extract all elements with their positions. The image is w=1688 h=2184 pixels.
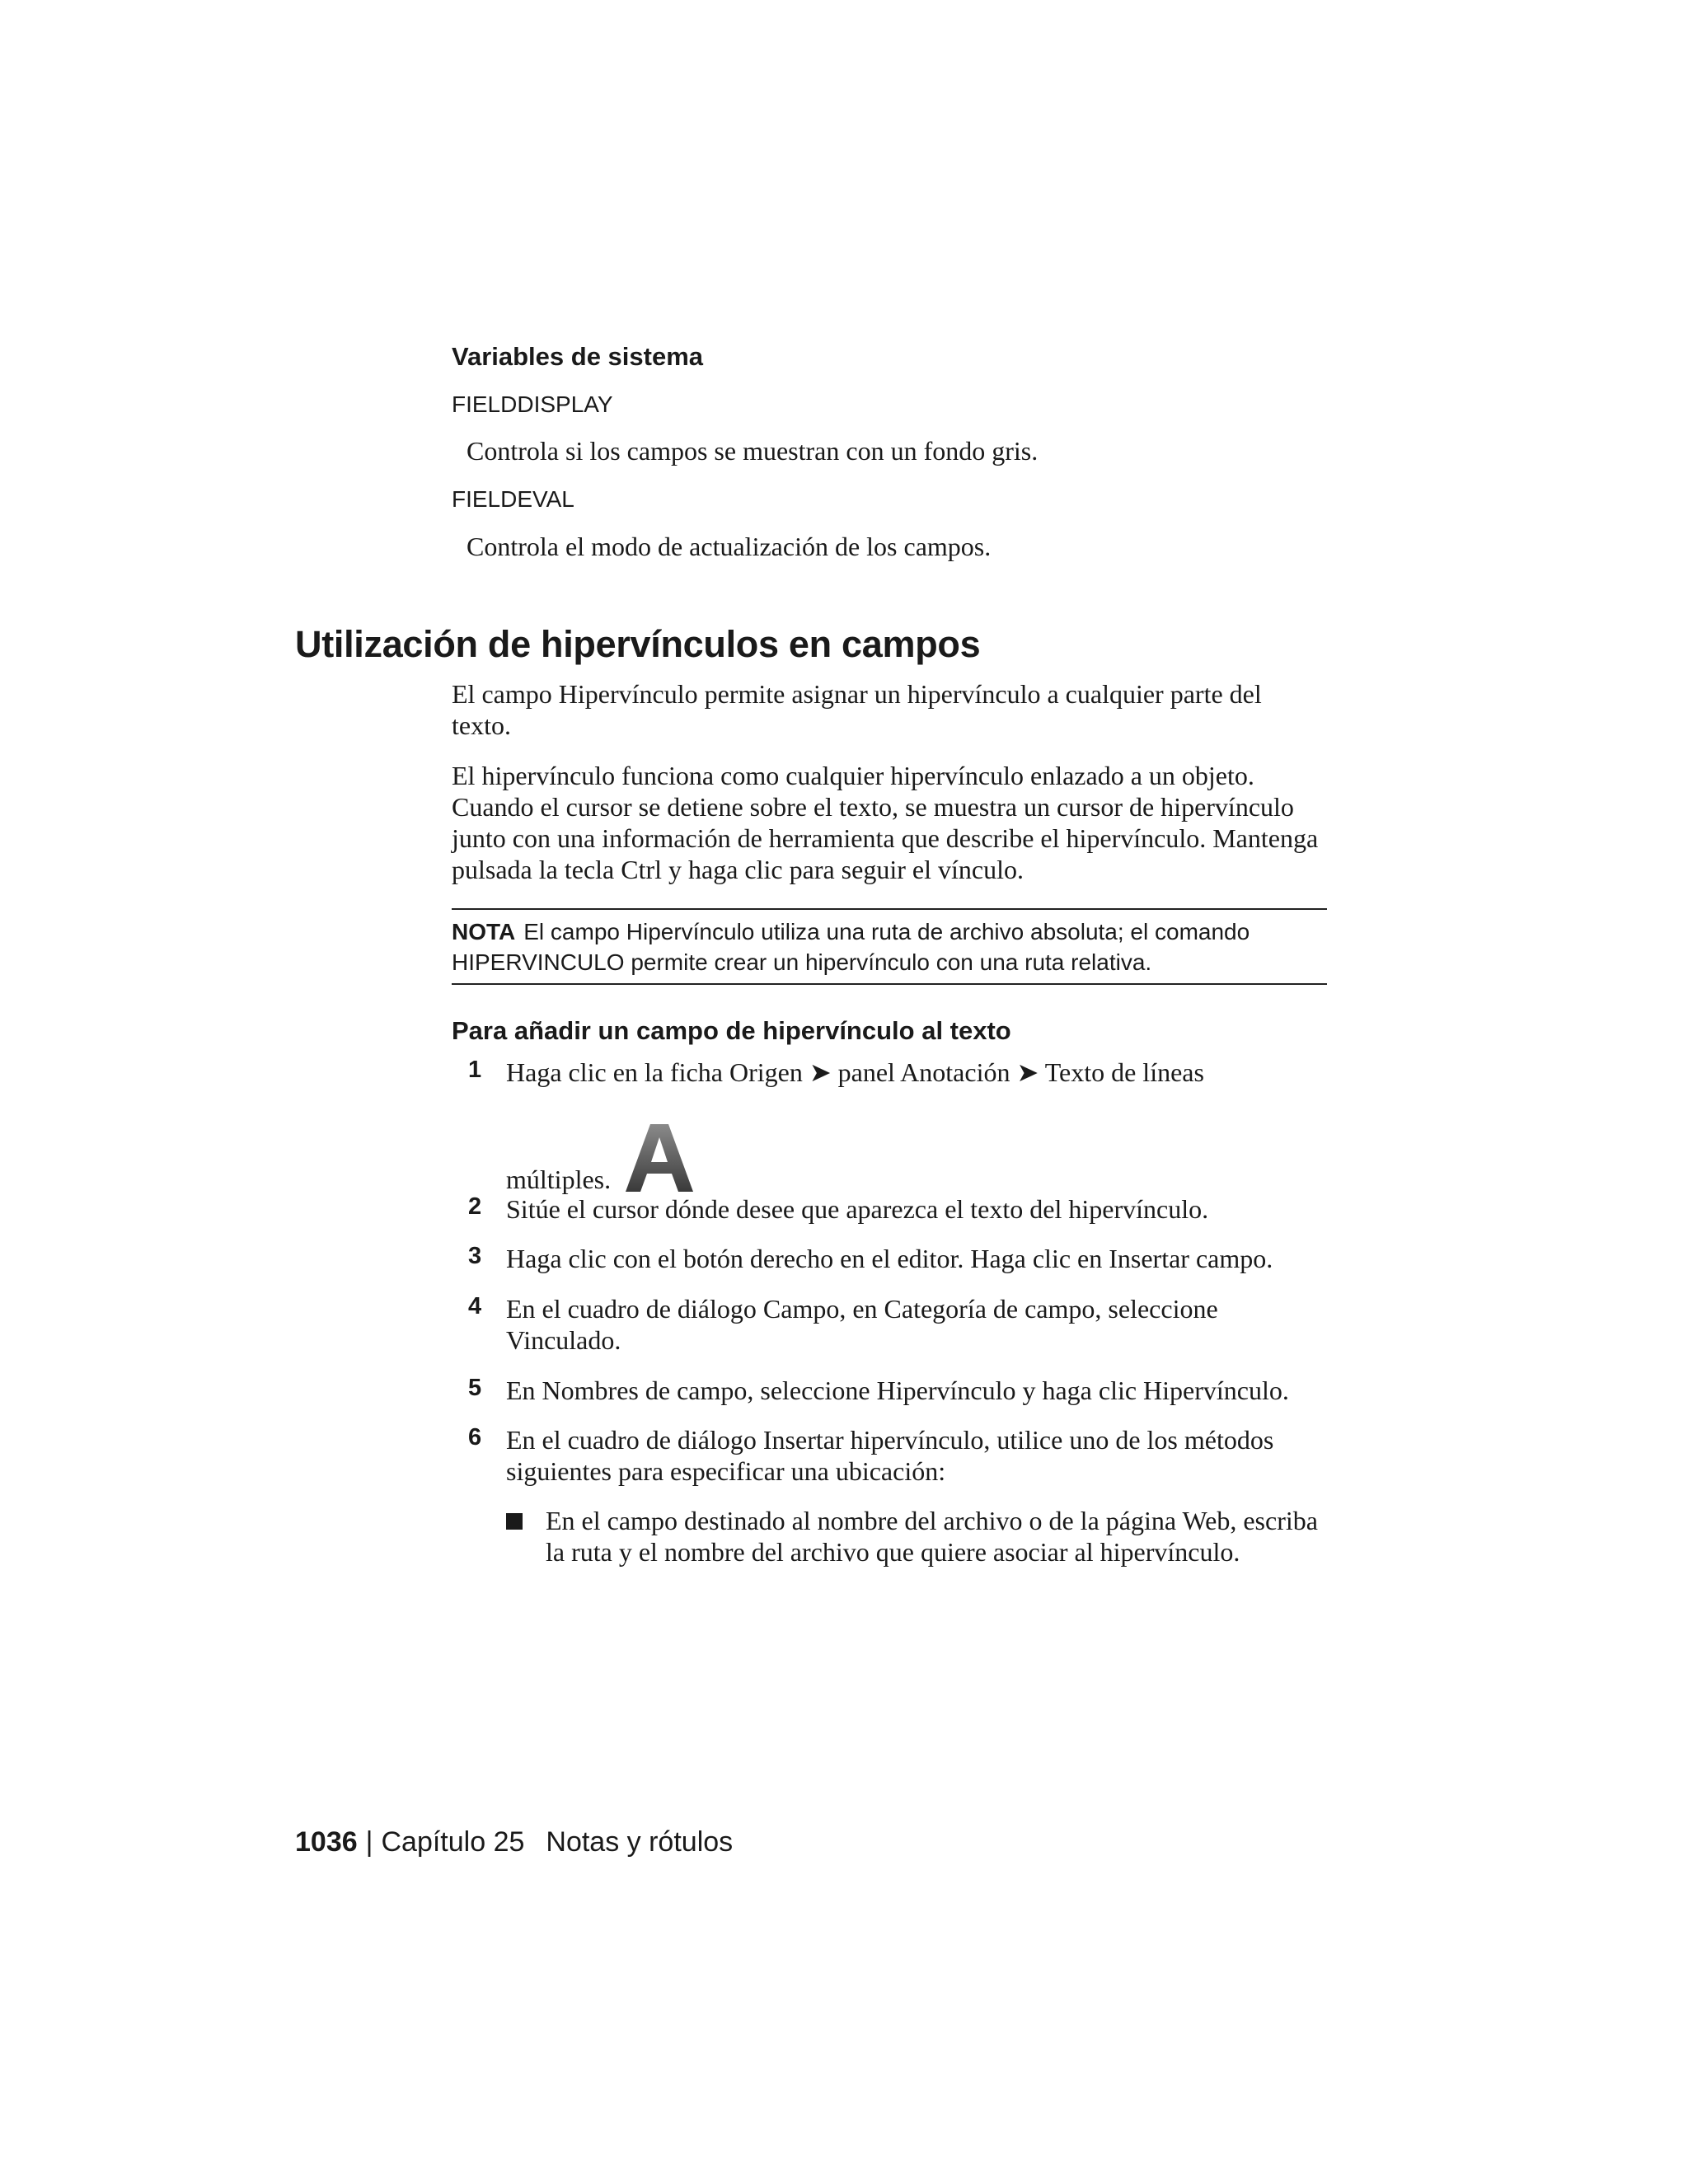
footer-separator: | [365,1826,373,1858]
step-number: 1 [468,1057,482,1083]
note-box [452,908,1327,985]
note-label: NOTA [452,919,516,944]
multiline-text-icon [624,1121,695,1195]
step-number: 2 [468,1193,482,1220]
variable-description-fielddisplay: Controla si los campos se muestran con un fondo gris. [467,436,1039,466]
system-variables-heading: Variables de sistema [452,342,704,371]
step-text: Sitúe el cursor dónde desee que aparezca el texto del hipervínculo. [506,1194,1209,1224]
step-number: 3 [468,1243,482,1269]
step-text-line: Haga clic en la ficha Origen ➤ panel Anotación ➤ Texto de líneas [506,1057,1204,1087]
procedure-heading: Para añadir un campo de hipervínculo al texto [452,1016,1011,1045]
variable-name-fielddisplay: FIELDDISPLAY [452,391,613,417]
step-text: En el cuadro de diálogo Campo, en Categoría de campo, seleccione Vinculado. [506,1294,1218,1355]
step-text: Haga clic con el botón derecho en el editor. Haga clic en Insertar campo. [506,1244,1273,1273]
bullet-square-icon [506,1513,523,1530]
chapter-title: Notas y rótulos [546,1826,734,1858]
step-number: 4 [468,1293,482,1319]
variable-description-fieldeval: Controla el modo de actualización de los campos. [467,532,992,561]
step-text-continued: múltiples. [506,1165,612,1194]
note-text: El campo Hipervínculo utiliza una ruta de archivo absoluta; el comando HIPERVINCULO permite crear un hipervínculo con una ruta relativa. [452,919,1250,975]
section-paragraph: El campo Hipervínculo permite asignar un hipervínculo a cualquier parte del texto. [452,679,1262,740]
step-text [506,1057,1327,1195]
page-footer [295,1826,733,1858]
page-number: 1036 [295,1826,358,1858]
bullet-text: En el campo destinado al nombre del archivo o de la página Web, escriba la ruta y el nombre del archivo que quiere asociar al hipervínculo. [546,1506,1318,1567]
section-paragraph: El hipervínculo funciona como cualquier hipervínculo enlazado a un objeto. Cuando el cursor se detiene sobre el texto, se muestra un cursor de hipervínculo junto con una información de herramienta que describe el hipervínculo. Mantenga pulsada la tecla Ctrl y haga clic para seguir el vínculo. [452,761,1319,884]
chapter-label: Capítulo 25 [381,1826,525,1858]
note-content [452,916,1327,977]
step-number: 6 [468,1424,482,1451]
step-text: En Nombres de campo, seleccione Hipervínculo y haga clic Hipervínculo. [506,1376,1289,1405]
variable-name-fieldeval: FIELDEVAL [452,486,574,512]
step-number: 5 [468,1375,482,1401]
step-text: En el cuadro de diálogo Insertar hipervínculo, utilice uno de los métodos siguientes para especificar una ubicación: [506,1425,1274,1486]
section-title: Utilización de hipervínculos en campos [295,623,981,665]
